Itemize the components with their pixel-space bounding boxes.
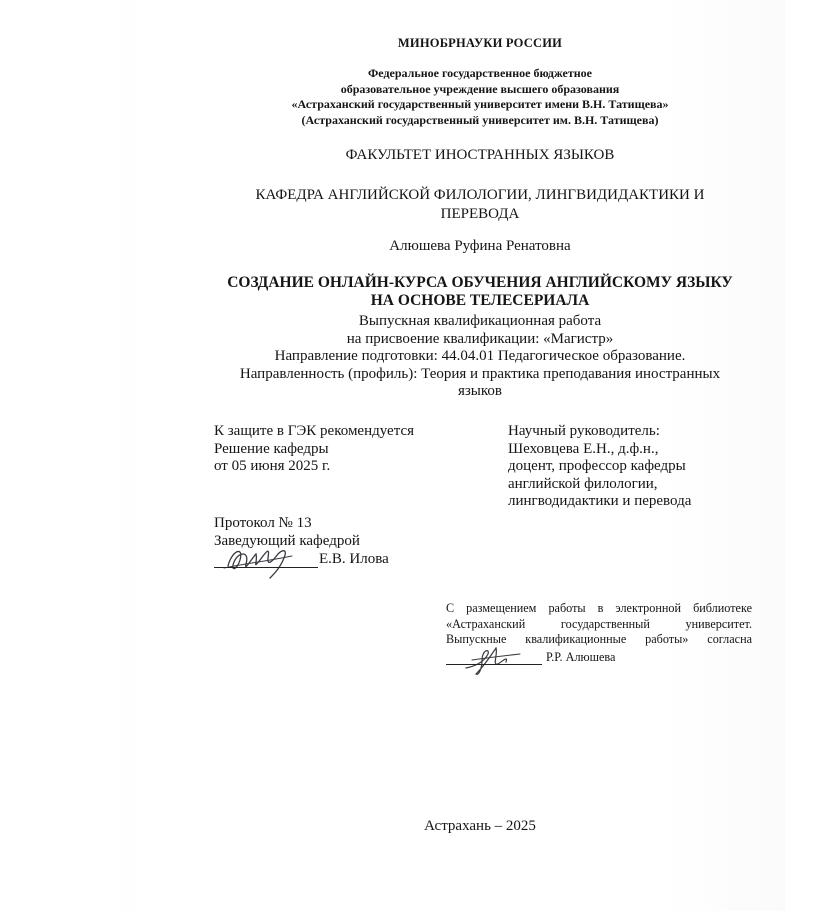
student-signature-line — [446, 664, 542, 665]
supervisor-line: Научный руководитель: — [508, 423, 660, 439]
defense-recommendation — [214, 423, 414, 476]
institution-line: «Астраханский государственный университет имени В.Н. Татищева» — [291, 97, 669, 111]
department-line: ПЕРЕВОДА — [440, 206, 520, 222]
info-line: на присвоение квалификации: «Магистр» — [346, 330, 614, 347]
protocol-line: Заведующий кафедрой — [214, 532, 360, 549]
defense-line: К защите в ГЭК рекомендуется — [214, 423, 415, 439]
faculty-heading: ФАКУЛЬТЕТ ИНОСТРАННЫХ ЯЗЫКОВ — [345, 147, 615, 163]
head-name: Е.В. Илова — [319, 551, 389, 567]
title-line: НА ОСНОВЕ ТЕЛЕСЕРИАЛА — [370, 292, 590, 309]
info-line: Направленность (профиль): Теория и практика преподавания иностранных — [239, 365, 721, 382]
head-signature — [222, 536, 302, 580]
page-margin-right — [785, 0, 827, 911]
consent-line: Выпускные квалификационные работы» согласна — [446, 632, 752, 646]
protocol-line: Протокол № 13 — [214, 515, 312, 531]
defense-line: от 05 июня 2025 г. — [214, 458, 331, 474]
info-line: языков — [457, 383, 502, 399]
institution-line: образовательное учреждение высшего образования — [340, 81, 620, 96]
title-line: СОЗДАНИЕ ОНЛАЙН-КУРСА ОБУЧЕНИЯ АНГЛИЙСКОМУ ЯЗЫКУ — [227, 274, 733, 291]
author-name: Алюшева Руфина Ренатовна — [389, 238, 571, 254]
defense-line: Решение кафедры — [214, 440, 329, 457]
supervisor-line: английской филологии, — [508, 475, 658, 492]
institution-line: Федеральное государственное бюджетное — [367, 66, 592, 80]
consent-line: С размещением работы в электронной библиотеке — [446, 601, 752, 615]
info-line: Направление подготовки: 44.04.01 Педагогическое образование. — [274, 348, 686, 364]
head-signature-line — [214, 567, 318, 568]
supervisor-line: Шеховцева Е.Н., д.ф.н., — [508, 440, 659, 457]
supervisor-line: лингводидактики и перевода — [508, 493, 692, 509]
page-margin-left — [0, 0, 118, 911]
thesis-info — [150, 313, 810, 401]
department-heading — [150, 186, 810, 224]
info-line: Выпускная квалификационная работа — [358, 313, 602, 329]
city-year: Астрахань – 2025 — [424, 818, 536, 834]
institution-block — [150, 66, 810, 128]
supervisor-block — [508, 423, 691, 511]
student-signature — [462, 640, 532, 678]
institution-line: (Астраханский государственный университет им. В.Н. Татищева) — [301, 112, 659, 127]
department-line: КАФЕДРА АНГЛИЙСКОЙ ФИЛОЛОГИИ, ЛИНГВИДИДАКТИКИ И — [255, 187, 705, 203]
supervisor-line: доцент, профессор кафедры — [508, 458, 686, 474]
student-name: Р.Р. Алюшева — [546, 650, 616, 664]
ministry-heading: МИНОБРНАУКИ РОССИИ — [397, 36, 563, 50]
thesis-title — [150, 274, 810, 310]
consent-line: «Астраханский государственный университет. — [446, 616, 752, 631]
